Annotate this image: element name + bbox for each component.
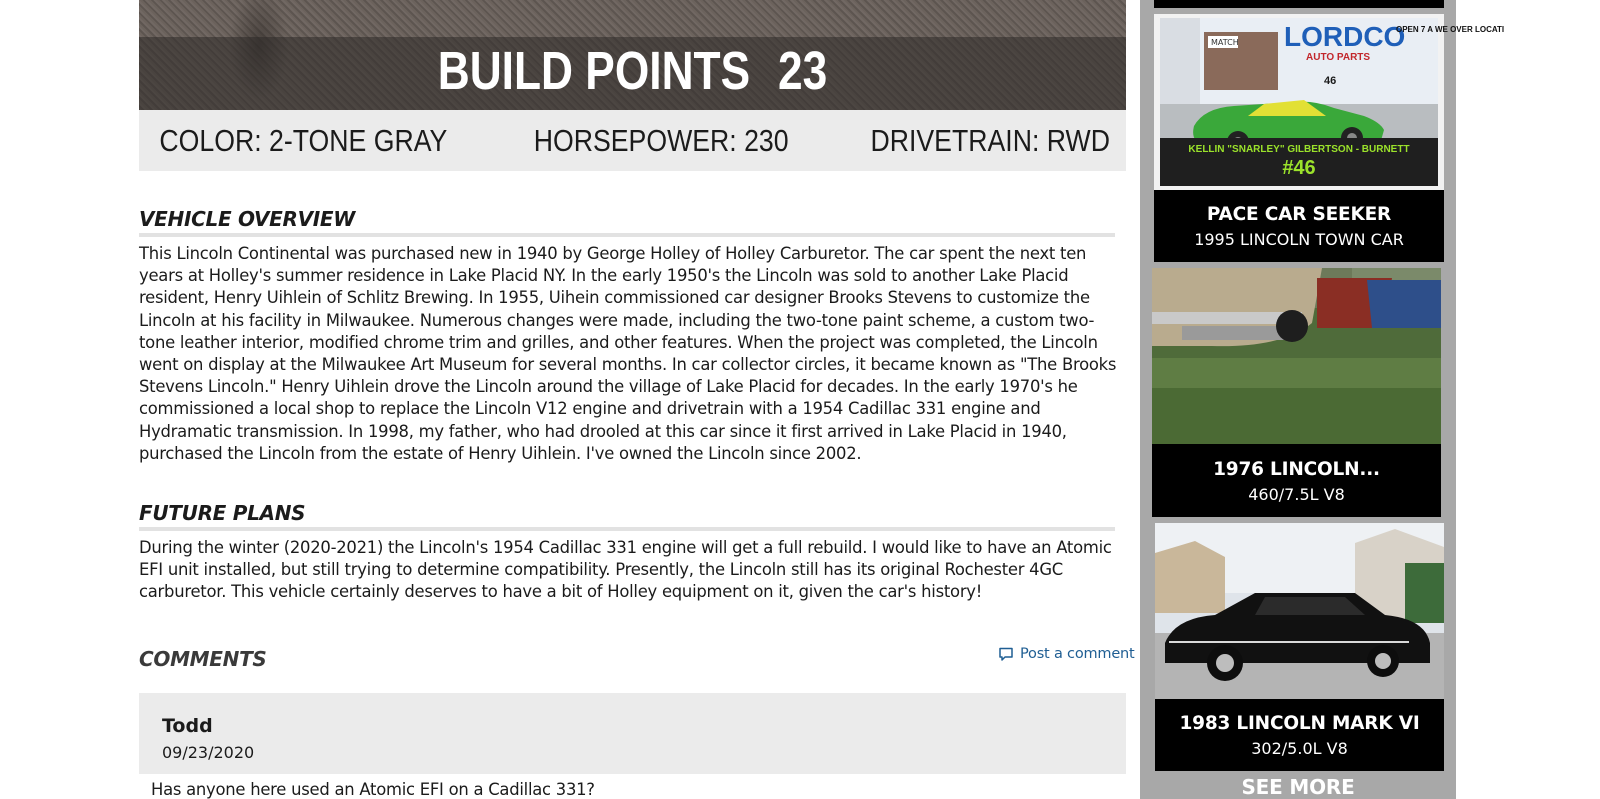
spec-horsepower: HORSEPOWER: 230 <box>533 122 789 158</box>
previous-card-bottom <box>1154 0 1444 8</box>
spec-color: COLOR: 2-TONE GRAY <box>159 122 448 158</box>
comment-author: Todd <box>162 715 213 737</box>
vehicle-card-title[interactable]: PACE CAR SEEKER <box>1206 204 1392 225</box>
build-points-value: 23 <box>778 41 828 101</box>
vehicle-card-title[interactable]: 1976 LINCOLN... <box>1213 459 1380 480</box>
billboard-left-text: MATCH <box>1211 38 1239 47</box>
lincoln-mark-vi-photo-image <box>1155 523 1444 699</box>
vehicle-card-pace-car-seeker[interactable] <box>1154 14 1505 262</box>
post-comment-label[interactable]: Post a comment <box>1020 646 1135 662</box>
build-points-banner <box>139 0 1126 110</box>
vehicle-card-1976-lincoln[interactable] <box>1152 268 1441 517</box>
spec-drivetrain: DRIVETRAIN: RWD <box>870 122 1110 158</box>
comment-text: Has anyone here used an Atomic EFI on a Cadillac 331? <box>151 780 595 799</box>
build-points-label: BUILD POINTS <box>437 41 751 101</box>
vehicle-overview-text: This Lincoln Continental was purchased new in 1940 by George Holley of Holley Carburetor. The car spent the next ten years at Holley's summer residence in Lake Placid NY. In the early 1950's the Lincoln was sold to another Lake Placid resident, Henry Uihlein of Schlitz Brewing. In 1955, Uihein commissioned car designer Brooks Stevens to customize the Lincoln at his facility in Milwaukee. Numerous changes were made, including the two-tone paint scheme, a custom two-tone leather interior, modified chrome trim and grilles, and other features. When the project was completed, the Lincoln went on display at the Milwaukee Art Museum for several months. In car collector circles, it became known as "The Brooks Stevens Lincoln." Henry Uihlein drove the Lincoln around the village of Lake Placid for decades. In the early 1970's he commissioned a local shop to replace the Lincoln V12 engine and drivetrain with a 1954 Cadillac 331 engine and Hydramatic transmission. In 1998, my father, who had drooled at this car since it first arrived in Lake Placid in 1940, purchased the Lincoln from the estate of Henry Uihlein. I've owned the Lincoln since 2002. <box>139 244 1117 463</box>
vehicle-photo <box>1155 523 1444 699</box>
vehicle-photo <box>1154 14 1505 190</box>
related-vehicles-sidebar <box>1140 0 1505 799</box>
car-number: 46 <box>1324 75 1337 87</box>
future-plans-text: During the winter (2020-2021) the Lincoln's 1954 Cadillac 331 engine will get a full rebuild. I would like to have an Atomic EFI unit installed, but still trying to determine compatibility. Presently, the Lincoln still has its original Rochester 4GC carburetor. This vehicle certainly deserves to have a bit of Holley equipment on it, given the car's history! <box>139 538 1112 602</box>
driver-name: KELLIN "SNARLEY" GILBERTSON - BURNETT <box>1188 144 1410 155</box>
billboard-sub: AUTO PARTS <box>1306 52 1371 63</box>
build-points-heading <box>228 40 1037 102</box>
comment-header <box>139 693 1126 774</box>
vehicle-card-subtitle: 302/5.0L V8 <box>1251 739 1348 758</box>
comments-heading: COMMENTS <box>139 647 267 671</box>
billboard-right-text: OPEN 7 A WE OVER LOCATI <box>1396 25 1505 34</box>
vehicle-overview-heading: VEHICLE OVERVIEW <box>139 207 1115 237</box>
post-comment-link[interactable] <box>998 646 1135 662</box>
driver-number: #46 <box>1282 157 1316 179</box>
race-car-photo-image <box>1154 14 1505 190</box>
billboard-brand: LORDCO <box>1284 21 1406 52</box>
lincoln-1976-photo-image <box>1152 268 1441 444</box>
future-plans-heading: FUTURE PLANS <box>139 501 1115 531</box>
see-more-button[interactable]: SEE MORE <box>1241 775 1355 799</box>
vehicle-card-subtitle: 460/7.5L V8 <box>1248 485 1345 504</box>
vehicle-card-1983-lincoln-mark-vi[interactable] <box>1155 523 1444 771</box>
vehicle-specs-bar <box>139 110 1126 171</box>
comment-icon <box>998 646 1014 662</box>
comment-date: 09/23/2020 <box>162 743 255 762</box>
vehicle-photo <box>1152 268 1441 444</box>
vehicle-card-title[interactable]: 1983 LINCOLN MARK VI <box>1179 713 1420 734</box>
vehicle-card-subtitle: 1995 LINCOLN TOWN CAR <box>1194 230 1404 249</box>
